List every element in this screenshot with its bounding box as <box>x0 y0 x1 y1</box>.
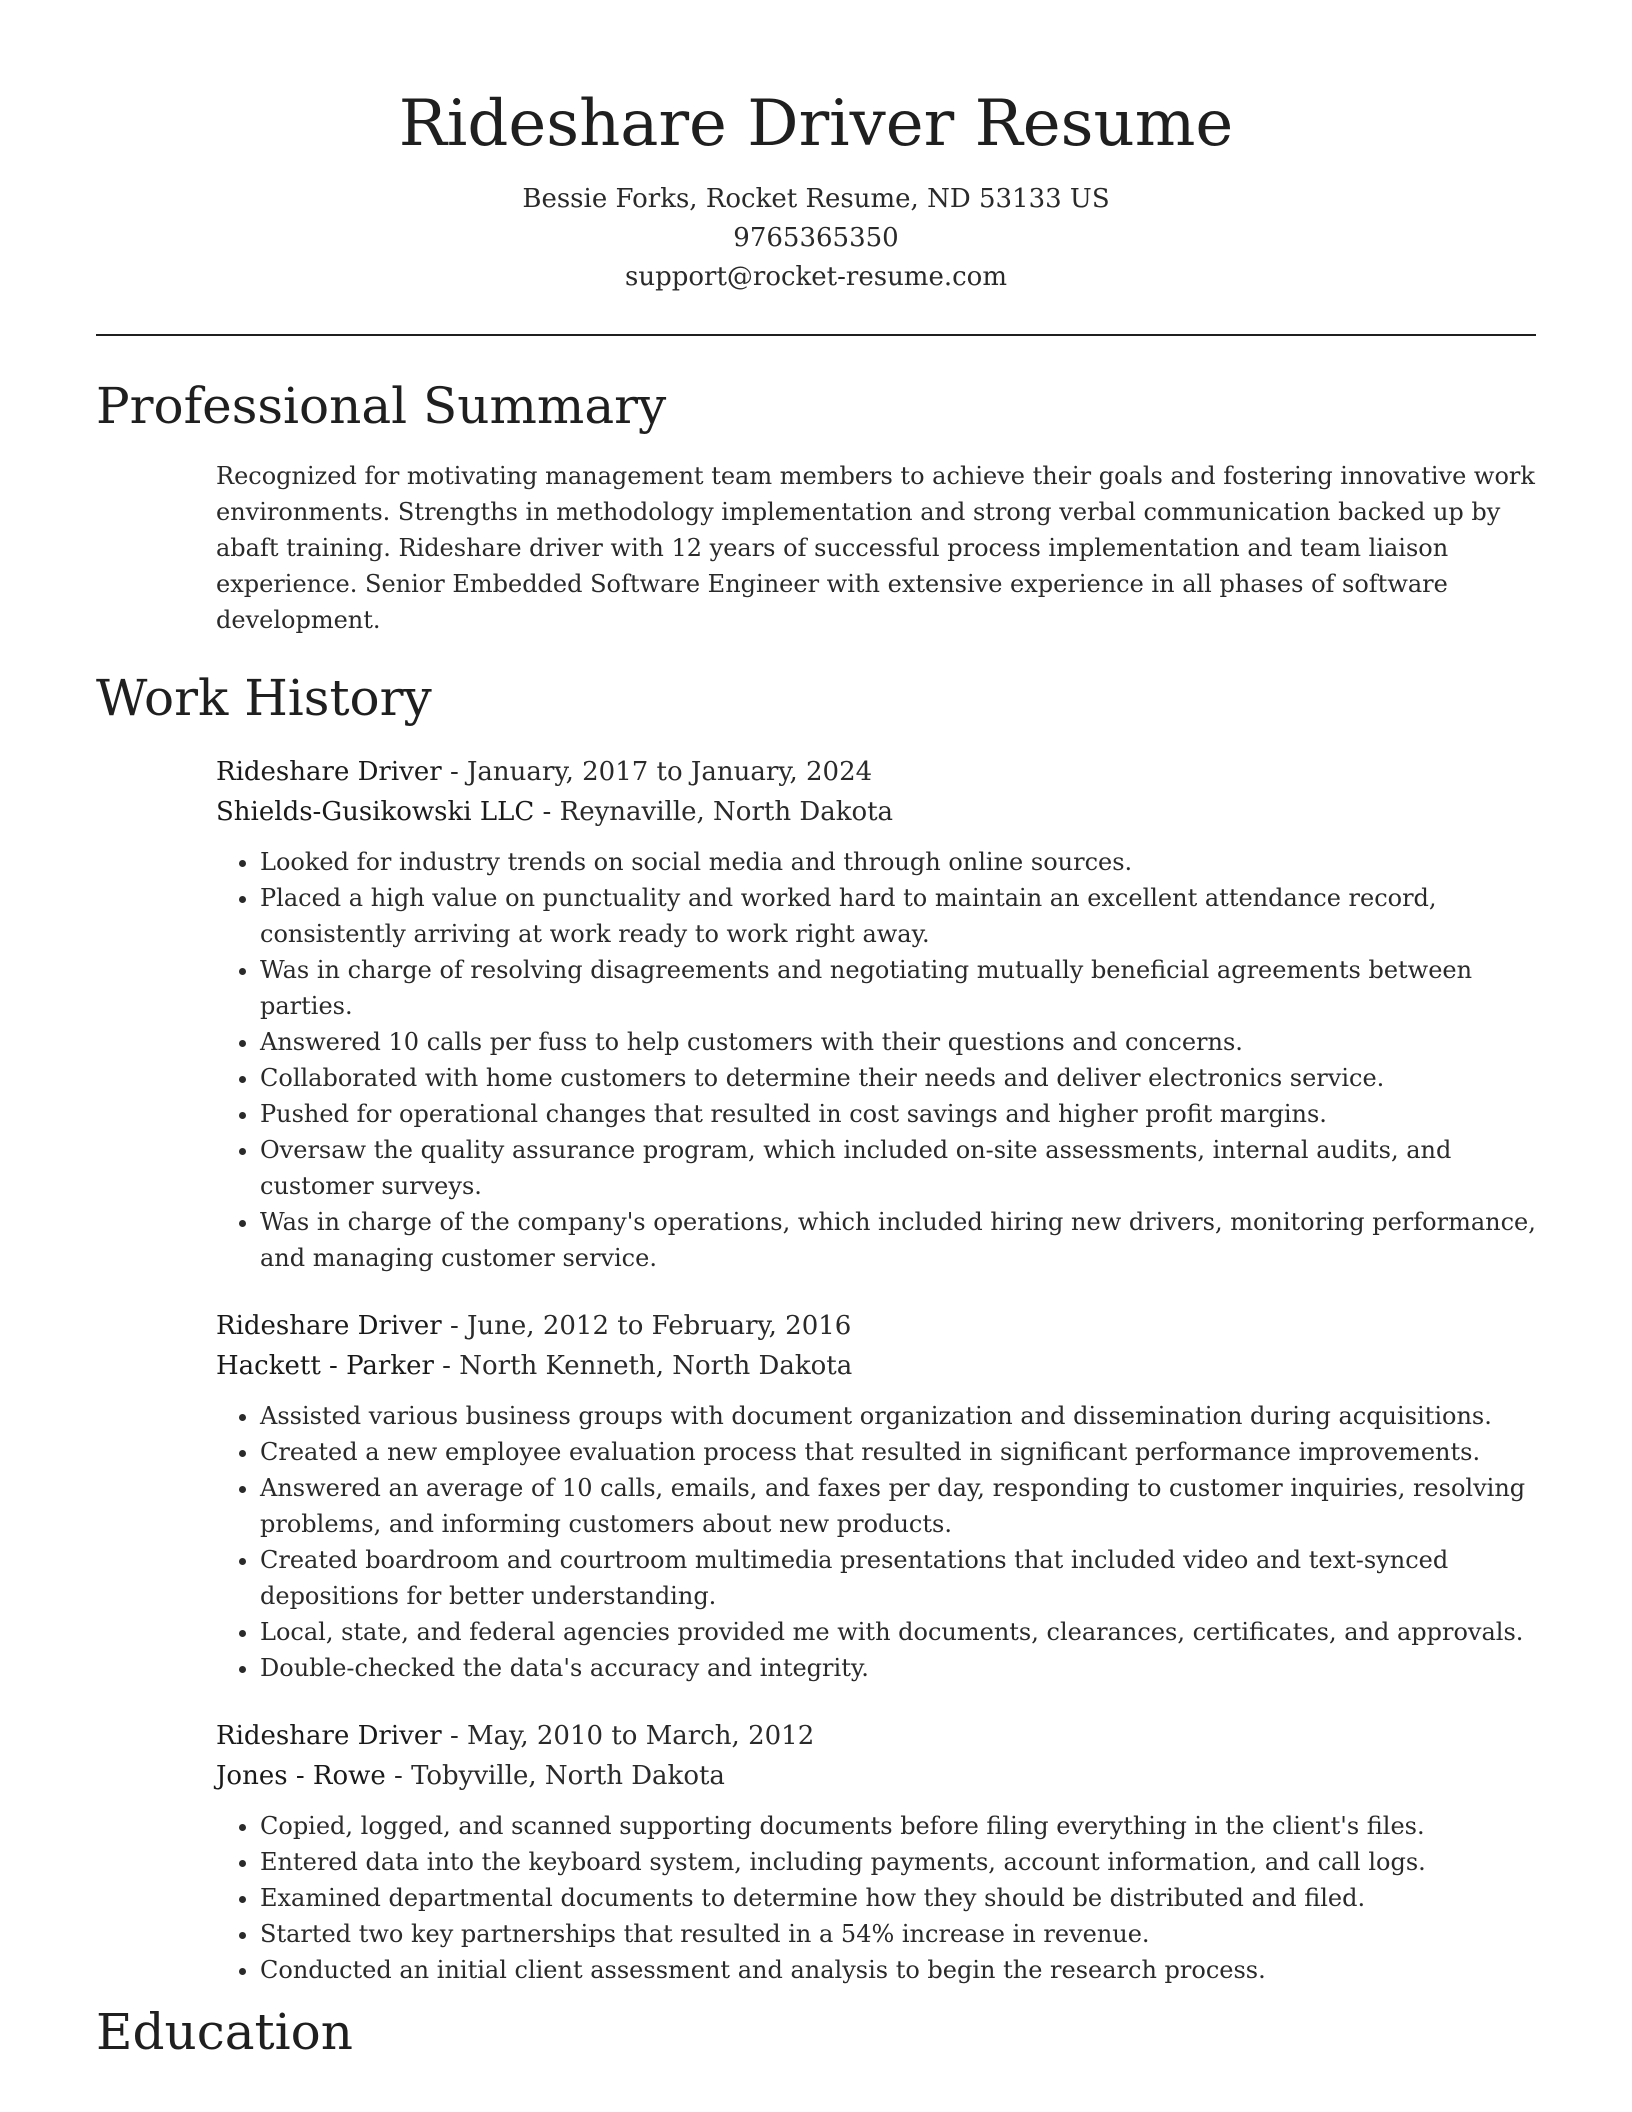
job-duty: • Answered 10 calls per fuss to help customers with their questions and concerns. <box>260 1024 1536 1060</box>
summary-text: Recognized for motivating management team members to achieve their goals and fostering innovative work environments. Strengths in methodology implementation and strong verbal communication backed up by abaft training. Rideshare driver with 12 years of successful process implementation and team liaison experience. Senior Embedded Software Engineer with extensive experience in all phases of software development. <box>216 462 1535 634</box>
job-location: - Tobyville, North Dakota <box>385 1761 725 1791</box>
job-title-line <box>216 1716 1536 1756</box>
contact-email: support@rocket-resume.com <box>624 262 1007 292</box>
job-company: Shields-Gusikowski LLC <box>216 797 535 827</box>
job-duty: • Conducted an initial client assessment and analysis to begin the research process. <box>260 1952 1536 1988</box>
job-duty: • Assisted various business groups with document organization and dissemination during acquisitions. <box>260 1398 1536 1434</box>
job-duty: • Collaborated with home customers to determine their needs and deliver electronics service. <box>260 1060 1536 1096</box>
job-company: Jones - Rowe <box>216 1761 386 1791</box>
job-duty: • Created a new employee evaluation process that resulted in significant performance improvements. <box>260 1434 1536 1470</box>
job-duties-list <box>216 1808 1536 1988</box>
job-entry <box>216 1306 1536 1686</box>
job-dates: - May, 2010 to March, 2012 <box>441 1721 815 1751</box>
job-duty: • Answered an average of 10 calls, emails, and faxes per day, responding to customer inquiries, resolving problems, and informing customers about new products. <box>260 1470 1536 1542</box>
job-title-line <box>216 752 1536 792</box>
contact-address: Bessie Forks, Rocket Resume, ND 53133 US <box>522 184 1110 214</box>
job-title: Rideshare Driver <box>216 1311 442 1341</box>
job-duty: • Was in charge of resolving disagreements and negotiating mutually beneficial agreements between parties. <box>260 952 1536 1024</box>
job-duty: • Local, state, and federal agencies provided me with documents, clearances, certificates, and approvals. <box>260 1614 1536 1650</box>
job-duty: • Entered data into the keyboard system, including payments, account information, and call logs. <box>260 1844 1536 1880</box>
job-dates: - January, 2017 to January, 2024 <box>441 757 873 787</box>
job-duties-list <box>216 844 1536 1276</box>
education-heading: Education <box>96 2003 353 2061</box>
job-entry <box>216 1716 1536 1988</box>
job-dates: - June, 2012 to February, 2016 <box>441 1311 852 1341</box>
job-duty: • Created boardroom and courtroom multimedia presentations that included video and text-synced depositions for better understanding. <box>260 1542 1536 1614</box>
job-duty: • Looked for industry trends on social media and through online sources. <box>260 844 1536 880</box>
job-location: - Reynaville, North Dakota <box>534 797 894 827</box>
contact-phone: 9765365350 <box>733 223 899 253</box>
job-duty: • Started two key partnerships that resulted in a 54% increase in revenue. <box>260 1916 1536 1952</box>
resume-header <box>96 0 1536 297</box>
job-title: Rideshare Driver <box>216 1721 442 1751</box>
job-company-line <box>216 792 1536 832</box>
job-title-line <box>216 1306 1536 1346</box>
summary-heading: Professional Summary <box>96 377 667 435</box>
job-duty: • Pushed for operational changes that resulted in cost savings and higher profit margins. <box>260 1096 1536 1132</box>
job-company-line <box>216 1346 1536 1386</box>
job-company: Hackett - Parker <box>216 1351 434 1381</box>
job-duties-list <box>216 1398 1536 1686</box>
job-duty: • Placed a high value on punctuality and worked hard to maintain an excellent attendance record, consistently arriving at work ready to work right away. <box>260 880 1536 952</box>
header-divider <box>96 334 1536 336</box>
job-title: Rideshare Driver <box>216 757 442 787</box>
job-duty: • Examined departmental documents to determine how they should be distributed and filed. <box>260 1880 1536 1916</box>
job-entry <box>216 752 1536 1276</box>
job-duty: • Copied, logged, and scanned supporting documents before filing everything in the client's files. <box>260 1808 1536 1844</box>
job-duty: • Double-checked the data's accuracy and integrity. <box>260 1650 1536 1686</box>
job-duty: • Oversaw the quality assurance program, which included on-site assessments, internal audits, and customer surveys. <box>260 1132 1536 1204</box>
resume-title: Rideshare Driver Resume <box>398 87 1234 161</box>
job-location: - North Kenneth, North Dakota <box>433 1351 853 1381</box>
work-history-heading: Work History <box>96 669 432 727</box>
job-company-line <box>216 1756 1536 1796</box>
job-duty: • Was in charge of the company's operations, which included hiring new drivers, monitoring performance, and managing customer service. <box>260 1204 1536 1276</box>
